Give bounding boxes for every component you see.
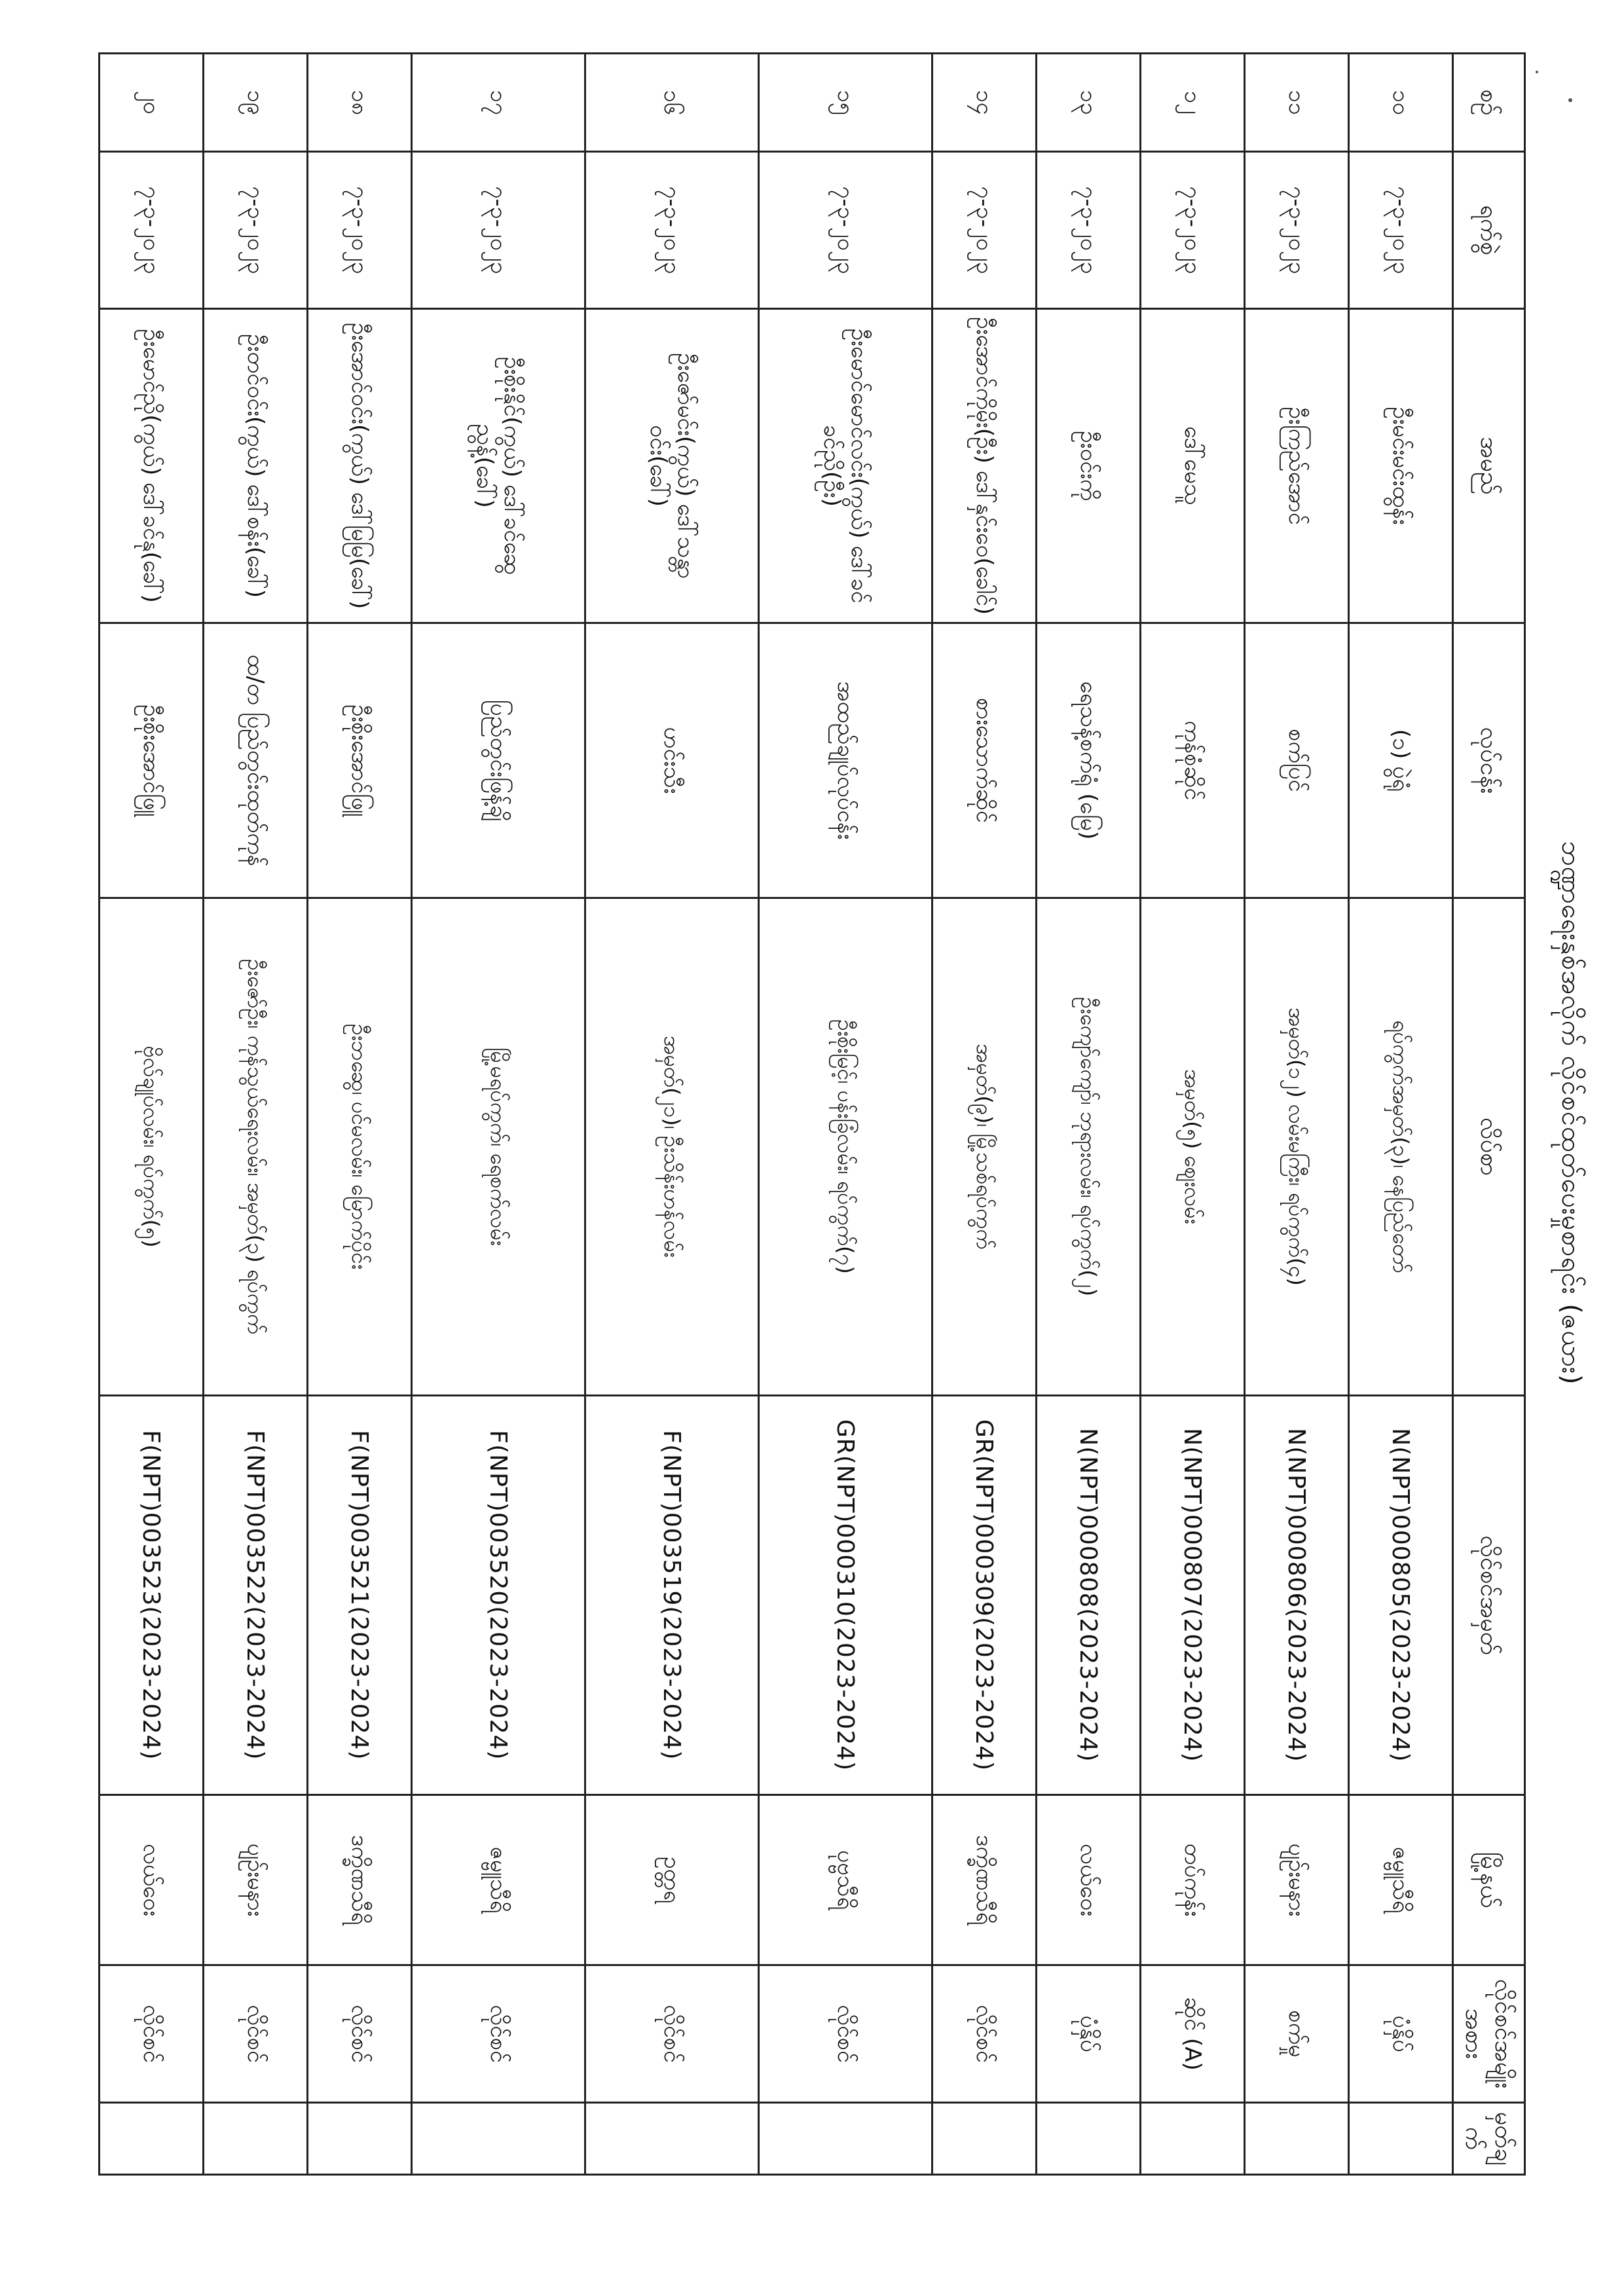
cell-business: စက်ပြင် <box>1245 623 1349 898</box>
cell-business: ထ/တ ပြည်တွင်းထုတ်ကုန် <box>204 623 308 898</box>
table-row <box>412 54 585 2175</box>
cell-no: ၁၂ <box>1141 54 1245 152</box>
cell-no: ၁၄ <box>932 54 1037 152</box>
cell-name: ဦးကြည်အောင် <box>1245 309 1349 623</box>
cell-address: ဦးစိုးမြင့်၊ ပန်းခြံလမ်း၊ ရပ်ကွက်(၇) <box>759 898 932 1396</box>
cell-township: လယ်ဝေး <box>100 1795 204 1965</box>
scan-speck <box>1568 98 1572 102</box>
cell-license: GR(NPT)000310(2023-2024) <box>759 1396 932 1795</box>
rotated-table-area <box>98 52 1586 2174</box>
cell-business: စားသောက်ဆိုင် <box>932 623 1037 898</box>
cell-date: ၇-၃-၂၀၂၃ <box>100 152 204 309</box>
cell-date: ၇-၃-၂၀၂၃ <box>759 152 932 309</box>
license-table <box>98 52 1526 2176</box>
cell-township: ပျဉ်းမနား <box>204 1795 308 1965</box>
cell-no: ၁၃ <box>1037 54 1141 152</box>
cell-date: ၇-၃-၂၀၂၃ <box>412 152 585 309</box>
cell-note <box>1037 2103 1141 2175</box>
cell-township: ဒက္ခိဏသီရိ <box>932 1795 1037 1965</box>
cell-address: ဦးဘဆွေ၊ ပင်မလမ်း၊ မြောက်ပိုင်း <box>308 898 412 1396</box>
cell-township: ဒက္ခိဏသီရိ <box>308 1795 412 1965</box>
cell-business: ရေသန့်စက်ရုံ (မြေ) <box>1037 623 1141 898</box>
table-row <box>585 54 759 2175</box>
cell-name: ဦးမောင်ညို(ကွယ်) ဒေါ်ခင်နု(ခေါ်) <box>100 309 204 623</box>
header-cell: လိုင်စင်အမျိုးအစား <box>1453 1965 1525 2103</box>
cell-note <box>204 2103 308 2175</box>
cell-date: ၇-၃-၂၀၂၃ <box>1245 152 1349 309</box>
cell-type: ဆိုင် (A) <box>1141 1965 1245 2103</box>
cell-no: ၁၉ <box>204 54 308 152</box>
cell-note <box>412 2103 585 2175</box>
cell-business: ပြည်တွင်းဖြန့်ချိ <box>412 623 585 898</box>
cell-business: အထည်ချုပ်လုပ်ငန်း <box>759 623 932 898</box>
cell-name: ဦးဝင်းကို <box>1037 309 1141 623</box>
cell-license: F(NPT)003521(2023-2024) <box>308 1396 412 1795</box>
cell-license: F(NPT)003522(2023-2024) <box>204 1396 308 1795</box>
cell-type: လိုင်စင် <box>204 1965 308 2103</box>
cell-type: လိုင်စင် <box>585 1965 759 2103</box>
cell-type: လိုင်စင် <box>308 1965 412 2103</box>
cell-date: ၇-၃-၂၀၂၃ <box>932 152 1037 309</box>
cell-name: ဦးအောင်ဝင်း(ကွယ်) ဒေါ်မြမြ(ခေါ်) <box>308 309 412 623</box>
cell-license: N(NPT)000808(2023-2024) <box>1037 1396 1141 1795</box>
cell-name: ဦးအောင်ကိုမိုး(ဦး) ဒေါ်နှင်းဝေ(ခေါင်) <box>932 309 1037 623</box>
cell-name: ဦးမင်းမင်းထွန်း <box>1349 309 1453 623</box>
cell-business: (၁) ပွဲရုံ <box>1349 623 1453 898</box>
header-cell: ရက်စွဲ <box>1453 152 1525 309</box>
cell-license: N(NPT)000805(2023-2024) <box>1349 1396 1453 1795</box>
cell-note <box>308 2103 412 2175</box>
table-row <box>932 54 1037 2175</box>
cell-address: အမှတ်(၁၂) လမ်းမကြီး၊ ရပ်ကွက်(၄) <box>1245 898 1349 1396</box>
cell-type: ပုံနှိပ် <box>1349 1965 1453 2103</box>
cell-date: ၇-၃-၂၀၂၃ <box>308 152 412 309</box>
document-title: ဘဏ္ဍာရေးနှစ်အလိုက် လိုင်စင်ထုတ်ပေးမှုစာရင်း (ဇယား) <box>1556 841 1586 1385</box>
cell-date: ၇-၃-၂၀၂၃ <box>1349 152 1453 309</box>
cell-license: GR(NPT)000309(2023-2024) <box>932 1396 1037 1795</box>
cell-address: ဗိုလ်ချုပ်လမ်း၊ ရပ်ကွက်(၅) <box>100 898 204 1396</box>
cell-type: လိုင်စင် <box>412 1965 585 2103</box>
cell-license: F(NPT)003523(2023-2024) <box>100 1396 204 1795</box>
cell-business: ဦးစိုးအောင်ဖြူ <box>100 623 204 898</box>
cell-note <box>759 2103 932 2175</box>
cell-no: ၁၇ <box>412 54 585 152</box>
cell-address: မြို့မရပ်ကွက်၊ ရေစက်လမ်း <box>412 898 585 1396</box>
cell-date: ၇-၃-၂၀၂၃ <box>1037 152 1141 309</box>
cell-business: ကုန်စုံဆိုင် <box>1141 623 1245 898</box>
cell-license: N(NPT)000806(2023-2024) <box>1245 1396 1349 1795</box>
cell-note <box>1141 2103 1245 2175</box>
cell-note <box>585 2103 759 2175</box>
header-cell: လိပ်စာ <box>1453 898 1525 1396</box>
cell-address: ဦးဇော်ဦး၊ ကုန်သွယ်ရေးလမ်း၊ အမှတ်(၃) ရပ်ကွက် <box>204 898 308 1396</box>
cell-business: ဦးစိုးအောင်ဖြူ <box>308 623 412 898</box>
cell-date: ၇-၃-၂၀၂၃ <box>1141 152 1245 309</box>
cell-no: ၁၀ <box>1349 54 1453 152</box>
header-cell: အမည် <box>1453 309 1525 623</box>
cell-township: တပ်ကုန်း <box>1141 1795 1245 1965</box>
table-row <box>759 54 932 2175</box>
cell-township: ပုဗ္ဗသီရိ <box>759 1795 932 1965</box>
cell-no: ၂၀ <box>100 54 204 152</box>
cell-type: လိုင်စင် <box>100 1965 204 2103</box>
table-row <box>204 54 308 2175</box>
header-cell: မြို့နယ် <box>1453 1795 1525 1965</box>
cell-township: ပျဉ်းမနား <box>1245 1795 1349 1965</box>
cell-license: F(NPT)003520(2023-2024) <box>412 1396 585 1795</box>
cell-note <box>932 2103 1037 2175</box>
table-row <box>1037 54 1141 2175</box>
cell-no: ၁၈ <box>308 54 412 152</box>
cell-type: လိုင်စင် <box>932 1965 1037 2103</box>
cell-note <box>100 2103 204 2175</box>
scan-speck <box>1536 71 1538 73</box>
cell-date: ၇-၃-၂၀၂၃ <box>585 152 759 309</box>
table-row <box>100 54 204 2175</box>
header-cell: စဉ် <box>1453 54 1525 152</box>
cell-name: ဦးစိုးနိုင်(ကွယ်) ဒေါ်ခင်ဆွေညွန့်(ခေါ်) <box>412 309 585 623</box>
header-cell: လုပ်ငန်း <box>1453 623 1525 898</box>
cell-type: ပုံနှိပ် <box>1037 1965 1141 2103</box>
cell-date: ၇-၃-၂၀၂၃ <box>204 152 308 309</box>
cell-no: ၁၅ <box>759 54 932 152</box>
cell-address: ရပ်ကွက်အမှတ်(၃)၊ နေပြည်တော် <box>1349 898 1453 1396</box>
cell-name: ဒေါ်မေသူ <box>1141 309 1245 623</box>
cell-address: အမှတ်(၉)၊ မြို့သစ်ရပ်ကွက် <box>932 898 1037 1396</box>
header-cell: လိုင်စင်အမှတ် <box>1453 1396 1525 1795</box>
cell-township: ဇမ္ဗူသီရိ <box>1349 1795 1453 1965</box>
cell-no: ၁၁ <box>1245 54 1349 152</box>
header-cell: မှတ်ချက် <box>1453 2103 1525 2175</box>
cell-township: ဥတ္တရ <box>585 1795 759 1965</box>
cell-name: ဦးဇော်မင်း(ကွယ်) ဒေါ်သန္တာဝင်း(ခေါ်) <box>585 309 759 623</box>
cell-business: ဟင်းသီး <box>585 623 759 898</box>
table-row <box>1349 54 1453 2175</box>
table-row <box>308 54 412 2175</box>
header-row <box>1453 54 1525 2175</box>
cell-license: F(NPT)003519(2023-2024) <box>585 1396 759 1795</box>
cell-township: လယ်ဝေး <box>1037 1795 1141 1965</box>
cell-address: အမှတ်(၂၁)၊ ဦးသိန်းဟန်လမ်း <box>585 898 759 1396</box>
cell-no: ၁၆ <box>585 54 759 152</box>
cell-name: ဦးတင်ဝင်း(ကွယ်) ဒေါ်စန်း(ခေါ်) <box>204 309 308 623</box>
cell-license: N(NPT)000807(2023-2024) <box>1141 1396 1245 1795</box>
table-row <box>1141 54 1245 2175</box>
cell-type: စက်မှု <box>1245 1965 1349 2103</box>
cell-note <box>1349 2103 1453 2175</box>
cell-type: လိုင်စင် <box>759 1965 932 2103</box>
table-row <box>1245 54 1349 2175</box>
cell-address: ဦးကျော်ကျော်၊ ဘုရားလမ်း၊ ရပ်ကွက်(၂) <box>1037 898 1141 1396</box>
cell-address: အမှတ်(၅) ဈေးလမ်း <box>1141 898 1245 1396</box>
cell-name: ဦးမောင်မောင်လင်း(ကွယ်) ဒေါ်ခင်ခင်ညို(ဦး) <box>759 309 932 623</box>
cell-note <box>1245 2103 1349 2175</box>
cell-township: ဇမ္ဗူသီရိ <box>412 1795 585 1965</box>
